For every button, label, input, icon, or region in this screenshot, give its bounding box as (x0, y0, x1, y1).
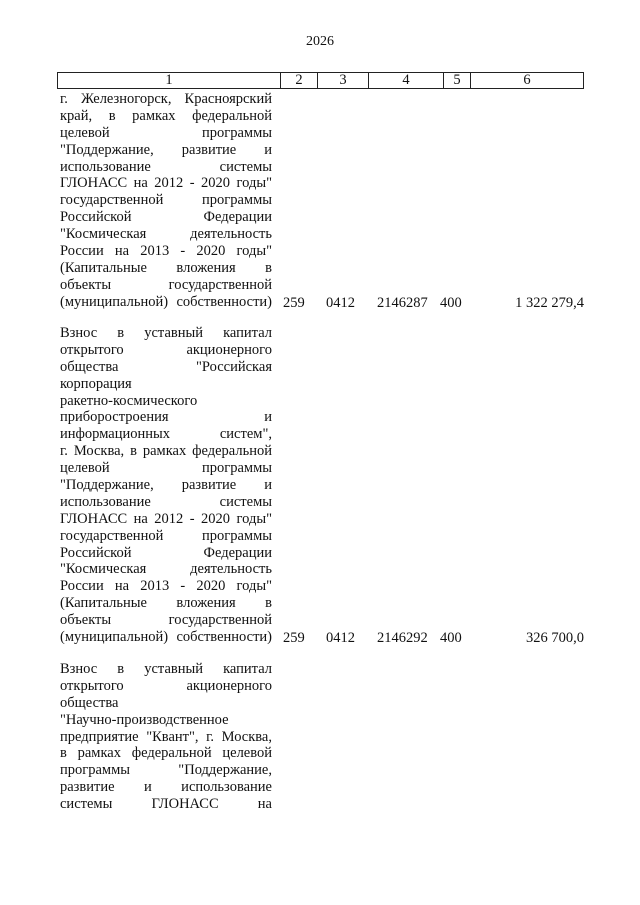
cell-col5: 400 (440, 295, 462, 311)
table-header-row (57, 72, 584, 89)
description-line: Взнос в уставный капитал (60, 661, 272, 677)
column-header-4: 4 (368, 73, 443, 88)
description-line: ГЛОНАСС на 2012 - 2020 годы" (60, 175, 272, 192)
description-line: Российской Федерации (60, 544, 272, 561)
cell-col6: 1 322 279,4 (515, 295, 584, 311)
description-line: "Научно-производственное (60, 711, 229, 728)
cell-col2: 259 (283, 295, 305, 311)
description-line: край, в рамках федеральной (60, 107, 272, 124)
description-line: целевой программы (60, 124, 272, 141)
cell-col4: 2146292 (377, 630, 428, 646)
description-line: использование системы (60, 493, 272, 510)
description-line: программы "Поддержание, (60, 762, 272, 779)
description-line: системы ГЛОНАСС на (60, 796, 272, 813)
description-line: "Поддержание, развитие и (60, 141, 272, 158)
description-line: предприятие "Квант", г. Москва, (60, 728, 272, 745)
description-line: ГЛОНАСС на 2012 - 2020 годы" (60, 510, 272, 527)
description-line: использование системы (60, 158, 272, 175)
column-header-6: 6 (470, 73, 583, 88)
page-number: 2026 (306, 34, 334, 49)
row-description (60, 661, 272, 813)
description-line: (Капитальные вложения в (60, 595, 272, 612)
description-line: (муниципальной) собственности) (60, 293, 272, 310)
column-header-5: 5 (443, 73, 470, 88)
description-line: развитие и использование (60, 779, 272, 796)
description-line: общества "Российская (60, 358, 272, 375)
description-line: информационных систем", (60, 426, 272, 443)
description-line: "Космическая деятельность (60, 561, 272, 578)
column-header-3: 3 (317, 73, 368, 88)
cell-col3: 0412 (326, 630, 355, 646)
description-line: общества (60, 694, 119, 711)
row-description (60, 325, 272, 646)
cell-col2: 259 (283, 630, 305, 646)
cell-col5: 400 (440, 630, 462, 646)
description-line: государственной программы (60, 192, 272, 209)
description-line: корпорация (60, 375, 132, 392)
description-line: открытого акционерного (60, 341, 272, 358)
description-line: приборостроения и (60, 409, 272, 426)
description-line: "Космическая деятельность (60, 226, 272, 243)
description-line: открытого акционерного (60, 677, 272, 694)
description-line: "Поддержание, развитие и (60, 477, 272, 494)
description-line: (муниципальной) собственности) (60, 629, 272, 646)
description-line: государственной программы (60, 527, 272, 544)
description-line: Взнос в уставный капитал (60, 325, 272, 341)
cell-col3: 0412 (326, 295, 355, 311)
row-description (60, 91, 272, 311)
column-header-2: 2 (280, 73, 317, 88)
description-line: целевой программы (60, 460, 272, 477)
description-line: Российской Федерации (60, 209, 272, 226)
description-line: ракетно-космического (60, 392, 198, 409)
cell-col4: 2146287 (377, 295, 428, 311)
description-line: г. Москва, в рамках федеральной (60, 443, 272, 460)
description-line: объекты государственной (60, 612, 272, 629)
description-line: России на 2013 - 2020 годы" (60, 578, 272, 595)
description-line: в рамках федеральной целевой (60, 745, 272, 762)
description-line: (Капитальные вложения в (60, 259, 272, 276)
description-line: г. Железногорск, Красноярский (60, 91, 272, 107)
description-line: объекты государственной (60, 276, 272, 293)
cell-col6: 326 700,0 (526, 630, 584, 646)
description-line: России на 2013 - 2020 годы" (60, 243, 272, 260)
column-header-1: 1 (165, 72, 173, 88)
